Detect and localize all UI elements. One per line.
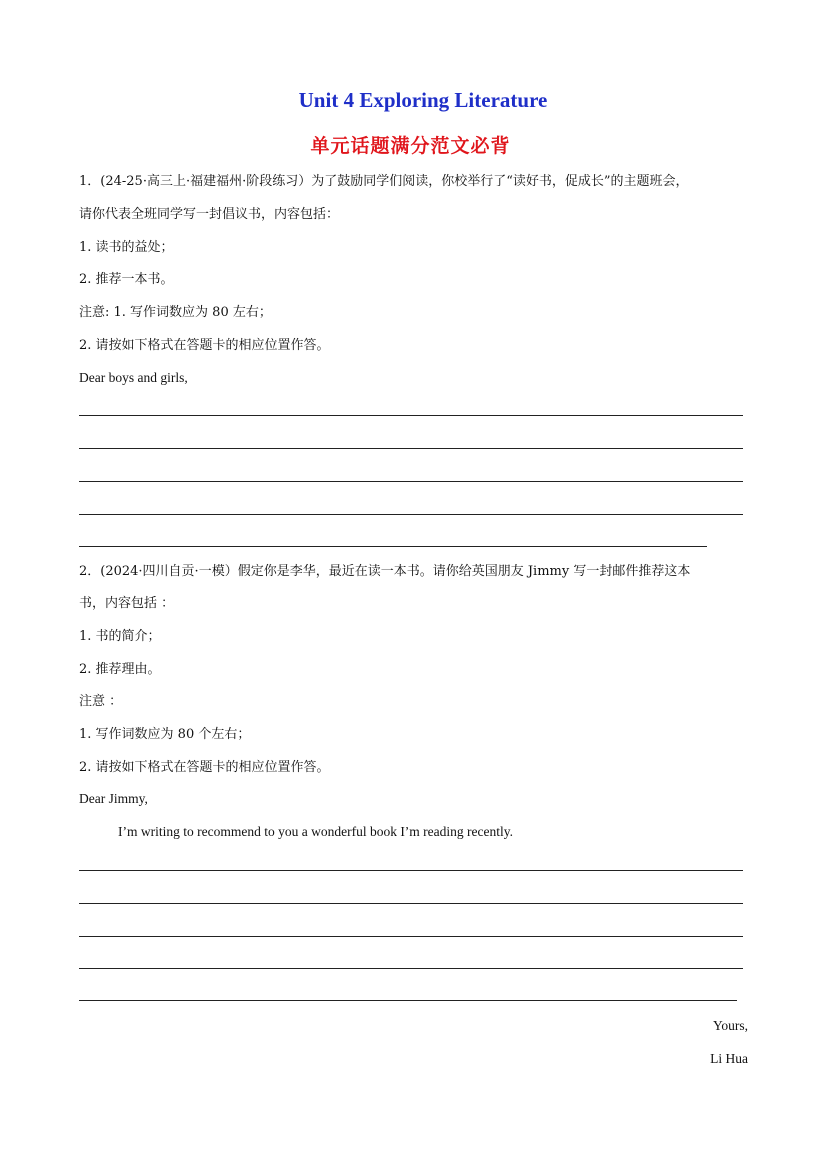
question2-opening-sentence: I’m writing to recommend to you a wonderful book I’m reading recently. — [118, 824, 514, 839]
question2-prompt-line1: 2．(2024·四川自贡·一模）假定你是李华，最近在读一本书。请你给英国朋友 Jimmy 写一封邮件推荐这本 — [79, 564, 691, 579]
question1-note1: 注意: 1. 写作词数应为 80 左右； — [79, 305, 272, 320]
question1-note2: 2. 请按如下格式在答题卡的相应位置作答。 — [79, 338, 330, 353]
question1-answer-line[interactable] — [79, 481, 743, 482]
question2-note2: 2. 请按如下格式在答题卡的相应位置作答。 — [79, 760, 330, 775]
question2-answer-line[interactable] — [79, 903, 743, 904]
question1-answer-line[interactable] — [79, 448, 743, 449]
question2-answer-line[interactable] — [79, 936, 743, 937]
question1-answer-line[interactable] — [79, 514, 743, 515]
question2-note-label: 注意 ： — [79, 694, 123, 709]
question2-answer-line[interactable] — [79, 870, 743, 871]
question1-prompt-line1: 1．(24-25·高三上·福建福州·阶段练习）为了鼓励同学们阅读，你校举行了“读好书，促成长”的主题班会， — [79, 174, 689, 189]
question2-prompt-line2: 书，内容包括 ： — [79, 596, 175, 611]
question1-prompt-line2: 请你代表全班同学写一封倡议书，内容包括： — [79, 207, 340, 222]
question2-point2: 2. 推荐理由。 — [79, 662, 161, 677]
question2-point1: 1. 书的简介； — [79, 629, 161, 644]
question1-answer-line[interactable] — [79, 415, 743, 416]
page-title: Unit 4 Exploring Literature — [298, 88, 548, 112]
letter-closing: Yours, — [712, 1018, 748, 1033]
question2-answer-line[interactable] — [79, 1000, 737, 1001]
question1-point1: 1. 读书的益处； — [79, 240, 174, 255]
question1-point2: 2. 推荐一本书。 — [79, 272, 174, 287]
question1-greeting: Dear boys and girls, — [79, 370, 188, 385]
question2-answer-line[interactable] — [79, 968, 743, 969]
page-subtitle: 单元话题满分范文必背 — [310, 135, 511, 157]
question1-answer-line[interactable] — [79, 546, 707, 547]
question2-note1: 1. 写作词数应为 80 个左右； — [79, 727, 251, 742]
question2-greeting: Dear Jimmy, — [79, 791, 148, 806]
letter-signature: Li Hua — [710, 1051, 748, 1066]
